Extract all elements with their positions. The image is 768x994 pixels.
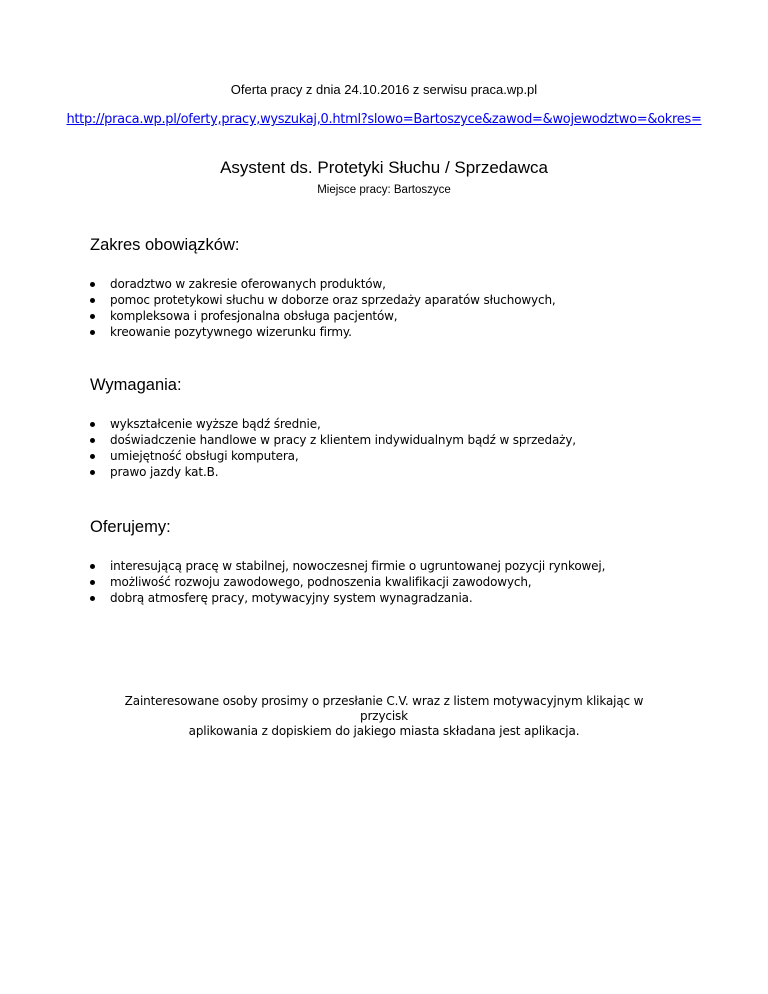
bullet-icon [90,454,95,459]
list-item [88,574,605,590]
list-item-text: wykształcenie wyższe bądź średnie, [110,417,321,431]
list-item-text: doświadczenie handlowe w pracy z klientem indywidualnym bądź w sprzedaży, [110,433,576,447]
bullet-icon [90,330,95,335]
list-item-text: kompleksowa i profesjonalna obsługa pacjentów, [110,309,398,323]
bullet-icon [90,580,95,585]
list-item [88,276,556,292]
closing-note-line-2: aplikowania z dopiskiem do jakiego miasta składana jest aplikacja. [188,724,580,738]
requirements-heading: Wymagania: [90,376,182,394]
requirements-list [88,416,576,480]
list-item [88,416,576,432]
list-item [88,292,556,308]
bullet-icon [90,438,95,443]
bullet-icon [90,596,95,601]
list-item-text: kreowanie pozytywnego wizerunku firmy. [110,325,352,339]
list-item [88,590,605,606]
list-item [88,324,556,340]
list-item-text: doradztwo w zakresie oferowanych produktów, [110,277,386,291]
bullet-icon [90,564,95,569]
closing-note [100,694,668,739]
workplace-line: Miejsce pracy: Bartoszyce [317,184,451,196]
offer-date-line: Oferta pracy z dnia 24.10.2016 z serwisu praca.wp.pl [230,82,538,97]
list-item [88,464,576,480]
list-item [88,432,576,448]
offer-heading: Oferujemy: [90,518,171,536]
list-item-text: umiejętność obsługi komputera, [110,449,299,463]
bullet-icon [90,422,95,427]
list-item [88,308,556,324]
source-url-link[interactable]: http://praca.wp.pl/oferty,pracy,wyszukaj,0.html?slowo=Bartoszyce&zawod=&wojewodztwo=&okres= [66,112,702,127]
list-item [88,448,576,464]
duties-list [88,276,556,340]
list-item-text: prawo jazdy kat.B. [110,465,219,479]
list-item [88,558,605,574]
bullet-icon [90,282,95,287]
job-title: Asystent ds. Protetyki Słuchu / Sprzedawca [220,158,548,177]
bullet-icon [90,470,95,475]
duties-heading: Zakres obowiązków: [90,236,240,254]
closing-note-line-1: Zainteresowane osoby prosimy o przesłanie C.V. wraz z listem motywacyjnym klikając w przycisk [124,694,644,723]
bullet-icon [90,298,95,303]
list-item-text: pomoc protetykowi słuchu w doborze oraz sprzedaży aparatów słuchowych, [110,293,556,307]
list-item-text: dobrą atmosferę pracy, motywacyjny system wynagradzania. [110,591,473,605]
bullet-icon [90,314,95,319]
list-item-text: interesującą pracę w stabilnej, nowoczesnej firmie o ugruntowanej pozycji rynkowej, [110,559,606,573]
offer-list [88,558,605,606]
list-item-text: możliwość rozwoju zawodowego, podnoszenia kwalifikacji zawodowych, [110,575,532,589]
